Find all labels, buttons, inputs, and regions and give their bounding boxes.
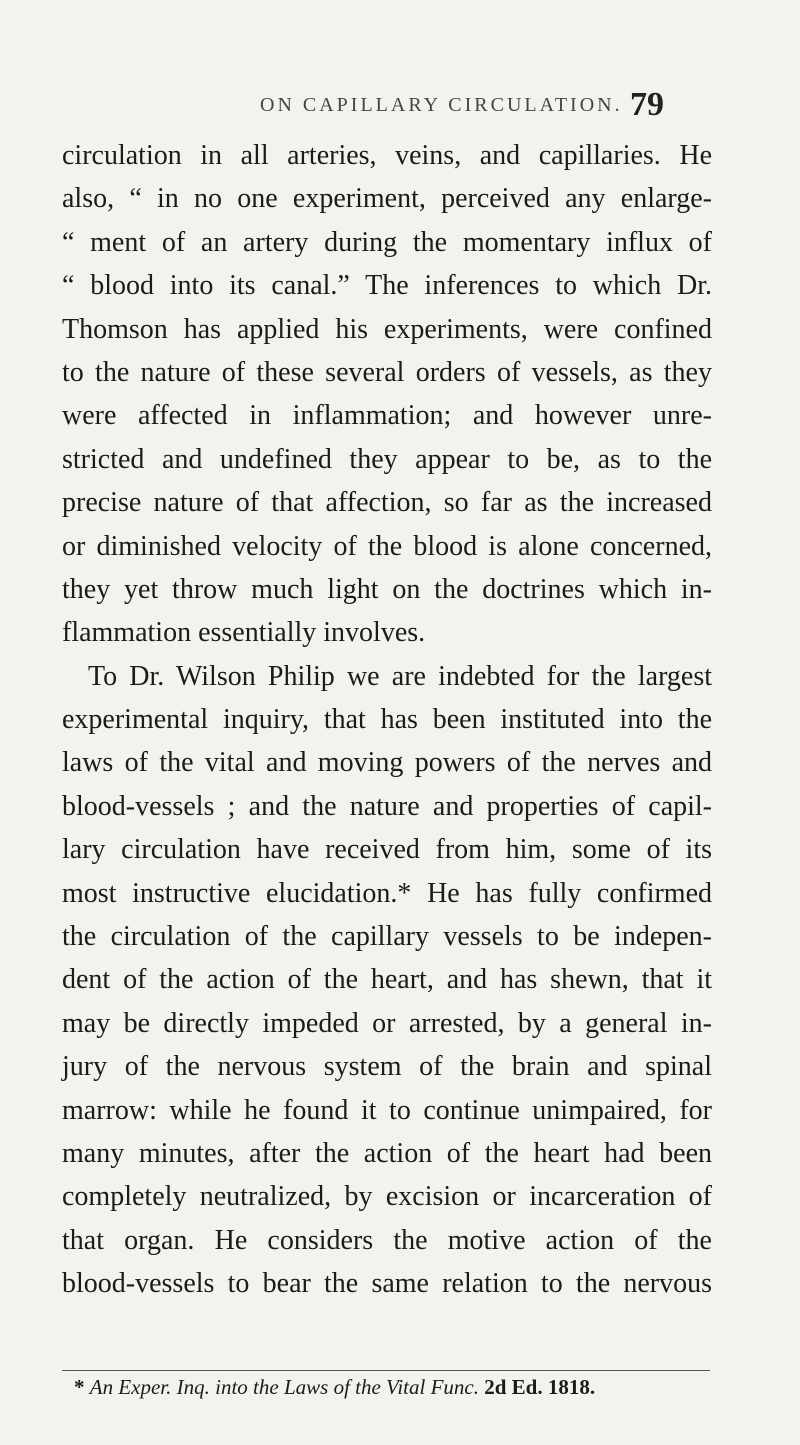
text-line: jury of the nervous system of the brain and spinal <box>62 1051 712 1083</box>
text-line: lary circulation have received from him, some of its <box>62 834 712 866</box>
text-line: experimental inquiry, that has been instituted into the <box>62 704 712 736</box>
page-header <box>0 86 800 126</box>
footnote-divider <box>62 1370 710 1371</box>
footnote-edition: 2d Ed. 1818. <box>484 1375 596 1399</box>
text-line: precise nature of that affection, so far as the increased <box>62 487 712 519</box>
footnote-mark: * <box>74 1375 85 1399</box>
text-line: stricted and undefined they appear to be, as to the <box>62 443 712 475</box>
text-line: also, “ in no one experiment, perceived any enlarge- <box>62 183 712 215</box>
body-text <box>62 134 712 1306</box>
text-line: were affected in inflammation; and however unre- <box>62 400 712 432</box>
text-line: Thomson has applied his experiments, were confined <box>62 313 712 345</box>
text-line: “ ment of an artery during the momentary influx of <box>62 226 712 258</box>
text-line: marrow: while he found it to continue unimpaired, for <box>62 1094 712 1126</box>
text-line: flammation essentially involves. <box>62 617 426 649</box>
footnote <box>74 1372 724 1402</box>
text-line: dent of the action of the heart, and has shewn, that it <box>62 964 712 996</box>
text-line: to the nature of these several orders of vessels, as they <box>62 356 712 388</box>
text-line: they yet throw much light on the doctrines which in- <box>62 573 712 605</box>
text-line: the circulation of the capillary vessels to be indepen- <box>62 921 712 953</box>
text-line: that organ. He considers the motive action of the <box>62 1224 712 1256</box>
footnote-citation-title: An Exper. Inq. into the Laws of the Vital Func. <box>89 1375 479 1399</box>
page-number: 79 <box>630 86 664 123</box>
text-line: completely neutralized, by excision or incarceration of <box>62 1181 712 1213</box>
text-line: To Dr. Wilson Philip we are indebted for the largest <box>88 660 712 692</box>
text-line: blood-vessels ; and the nature and properties of capil- <box>62 790 712 822</box>
text-line: laws of the vital and moving powers of the nerves and <box>62 747 712 779</box>
text-line: blood-vessels to bear the same relation to the nervous <box>62 1268 712 1300</box>
text-line: or diminished velocity of the blood is alone concerned, <box>62 530 712 562</box>
text-line: many minutes, after the action of the heart had been <box>62 1137 712 1169</box>
running-title: ON CAPILLARY CIRCULATION. <box>260 94 623 116</box>
text-line: may be directly impeded or arrested, by a general in- <box>62 1007 712 1039</box>
text-line: circulation in all arteries, veins, and capillaries. He <box>62 140 712 171</box>
text-line: “ blood into its canal.” The inferences to which Dr. <box>62 270 712 302</box>
text-line: most instructive elucidation.* He has fully confirmed <box>62 877 712 909</box>
